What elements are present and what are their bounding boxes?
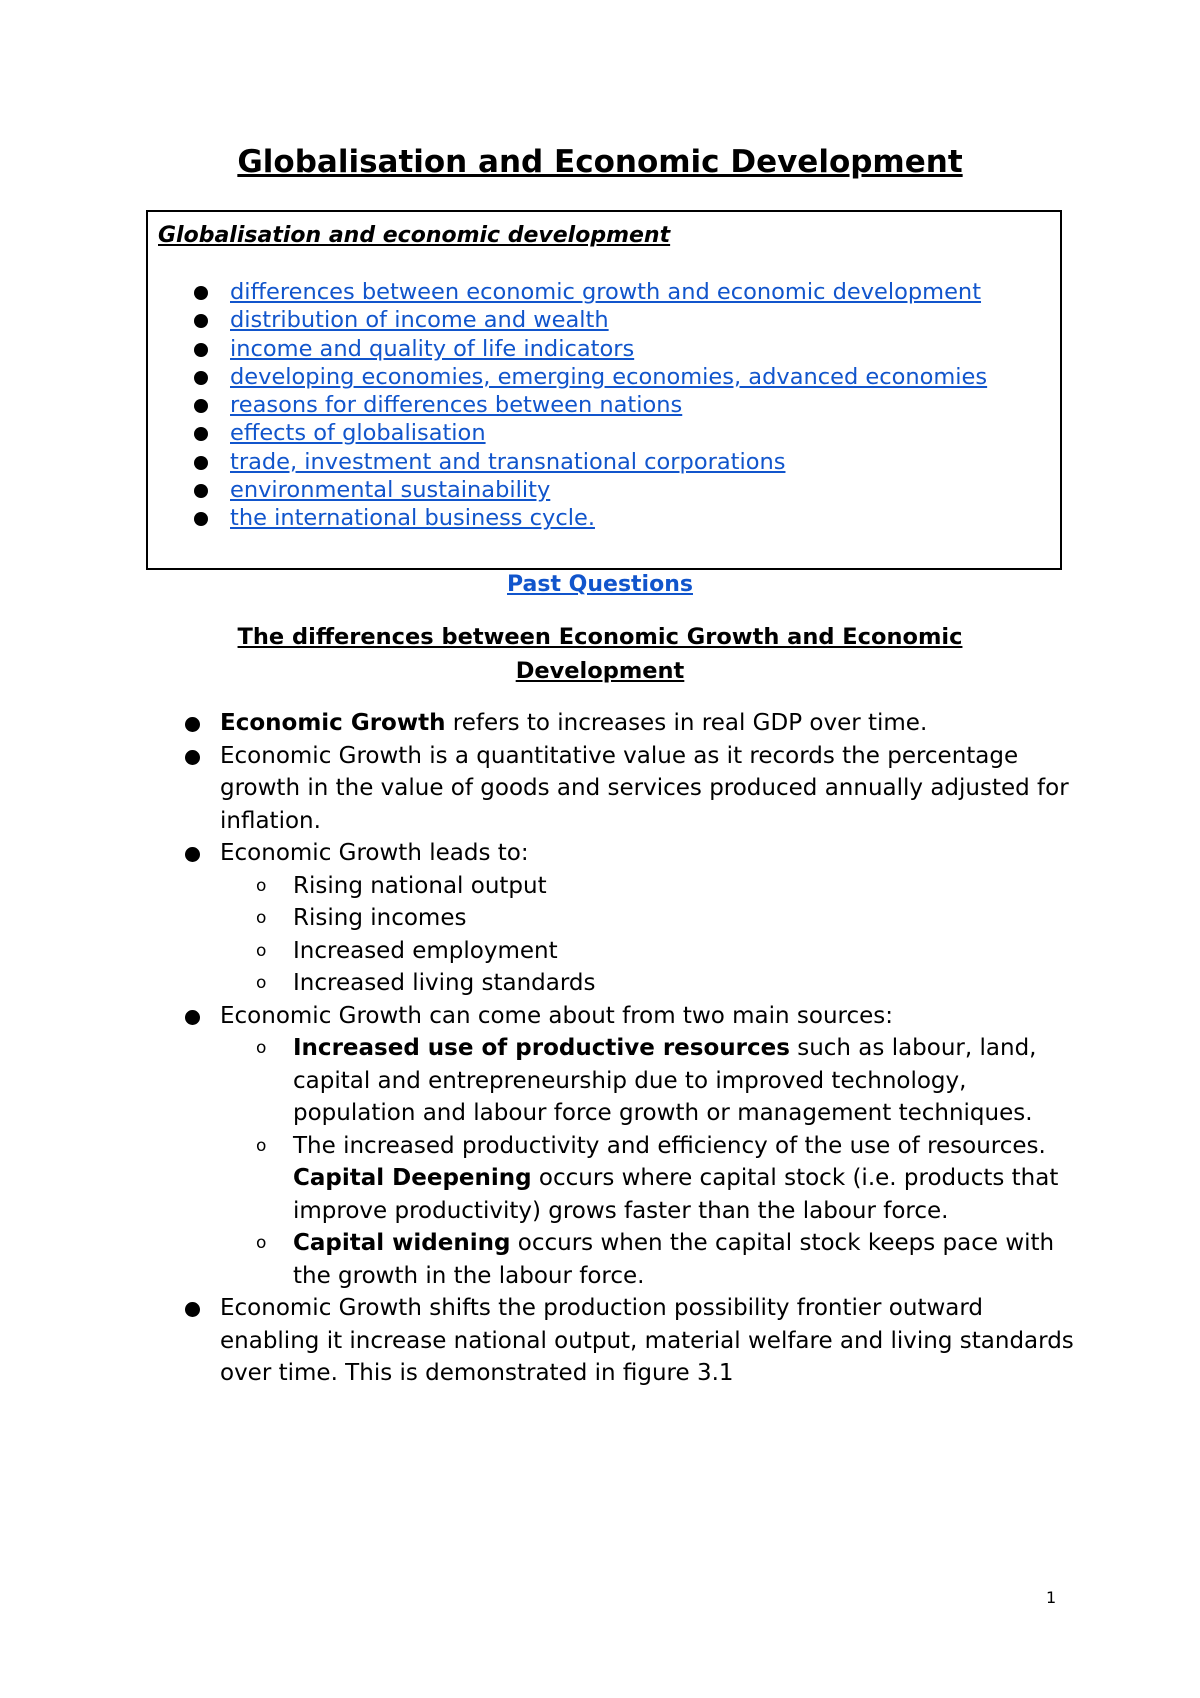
topic-item (194, 476, 987, 504)
circle-bullet-icon: o (256, 940, 267, 961)
sub-list-item-text: occurs where capital stock (i.e. products that improve productivity) grows faster than the labour force. (293, 1165, 1059, 1224)
bullet-icon (194, 484, 208, 498)
bullet-icon (194, 456, 208, 470)
topic-item (194, 504, 987, 532)
bullet-icon (194, 343, 208, 357)
bullet-icon (185, 717, 200, 732)
topic-item (194, 391, 987, 419)
sub-list-item (220, 935, 1080, 968)
sub-list-item (220, 967, 1080, 1000)
past-questions-link[interactable]: Past Questions (507, 572, 693, 597)
sub-list-item (220, 1130, 1080, 1228)
list-item-text: Economic Growth can come about from two main sources: (220, 1002, 894, 1029)
list-item-text: Economic Growth shifts the production possibility frontier outward enabling it increase national output, material welfare and living standards over time. This is demonstrated in figure 3.1 (220, 1295, 1074, 1386)
circle-bullet-icon: o (256, 1233, 267, 1253)
topic-link[interactable]: environmental sustainability (230, 477, 551, 504)
topic-item (194, 448, 987, 476)
list-item-text: Economic Growth is a quantitative value as it records the percentage growth in the value of goods and services produced annually adjusted for inflation. (220, 742, 1069, 834)
list-item (180, 837, 1080, 1000)
topics-heading: Globalisation and economic development (158, 223, 671, 248)
document-title: Globalisation and Economic Development (237, 144, 963, 180)
topic-link[interactable]: the international business cycle. (230, 505, 595, 532)
topic-link[interactable]: developing economies, emerging economies, advanced economies (230, 363, 988, 390)
sub-list-item-text: such as labour, land, capital and entrepreneurship due to improved technology, population and labour force growth or management techniques. (293, 1035, 1037, 1126)
topic-link[interactable]: reasons for differences between nations (230, 392, 683, 419)
circle-bullet-icon: o (256, 973, 267, 993)
bullet-icon (194, 286, 208, 300)
topic-item (194, 335, 987, 363)
list-item (180, 1292, 1080, 1390)
circle-bullet-icon: o (256, 1135, 267, 1156)
sub-list-item-text: The increased productivity and efficiency of the use of resources. (293, 1132, 1046, 1159)
topics-box (146, 210, 1062, 570)
bullet-icon (185, 750, 200, 765)
content-list (180, 707, 1080, 1390)
list-item-text: refers to increases in real GDP over time. (445, 710, 928, 736)
list-item (180, 707, 1080, 740)
topic-link[interactable]: distribution of income and wealth (230, 307, 609, 334)
bullet-icon (185, 847, 200, 862)
sub-list-item (220, 870, 1080, 903)
bullet-icon (194, 512, 208, 526)
topic-link[interactable]: effects of globalisation (230, 420, 486, 447)
section-title: The differences between Economic Growth and Economic Development (237, 624, 963, 684)
term-capital-widening: Capital widening (293, 1230, 511, 1256)
topics-list (194, 278, 987, 533)
circle-bullet-icon: o (256, 908, 267, 928)
sub-list (220, 1032, 1080, 1292)
topic-link[interactable]: trade, investment and transnational corporations (230, 448, 786, 475)
sub-list-item-text: occurs when the capital stock keeps pace with the growth in the labour force. (293, 1230, 1055, 1289)
sub-list-item-text: Rising incomes (293, 905, 467, 931)
sub-list-item-text: Increased employment (293, 937, 558, 964)
topic-link[interactable]: differences between economic growth and economic development (230, 279, 982, 305)
bullet-icon (185, 1302, 200, 1317)
bullet-icon (185, 1010, 200, 1025)
sub-list-item-text: Rising national output (293, 872, 547, 899)
topic-item (194, 419, 987, 447)
topic-item (194, 278, 987, 306)
list-item (180, 740, 1080, 838)
sub-list-item (220, 1227, 1080, 1292)
term-economic-growth: Economic Growth (220, 710, 446, 736)
circle-bullet-icon: o (256, 1038, 267, 1058)
topic-link[interactable]: income and quality of life indicators (230, 335, 635, 362)
topic-item (194, 306, 987, 334)
term-productive-resources: Increased use of productive resources (293, 1035, 790, 1061)
topic-item (194, 363, 987, 391)
sub-list (220, 870, 1080, 1000)
bullet-icon (194, 314, 208, 328)
list-item (180, 1000, 1080, 1293)
bullet-icon (194, 427, 208, 441)
term-capital-deepening: Capital Deepening (293, 1165, 532, 1191)
circle-bullet-icon: o (256, 875, 267, 896)
bullet-icon (194, 371, 208, 385)
sub-list-item-text: Increased living standards (293, 970, 596, 996)
page-number: 1 (1046, 1588, 1057, 1607)
bullet-icon (194, 399, 208, 413)
list-item-text: Economic Growth leads to: (220, 840, 529, 866)
sub-list-item (220, 1032, 1080, 1130)
sub-list-item (220, 902, 1080, 935)
